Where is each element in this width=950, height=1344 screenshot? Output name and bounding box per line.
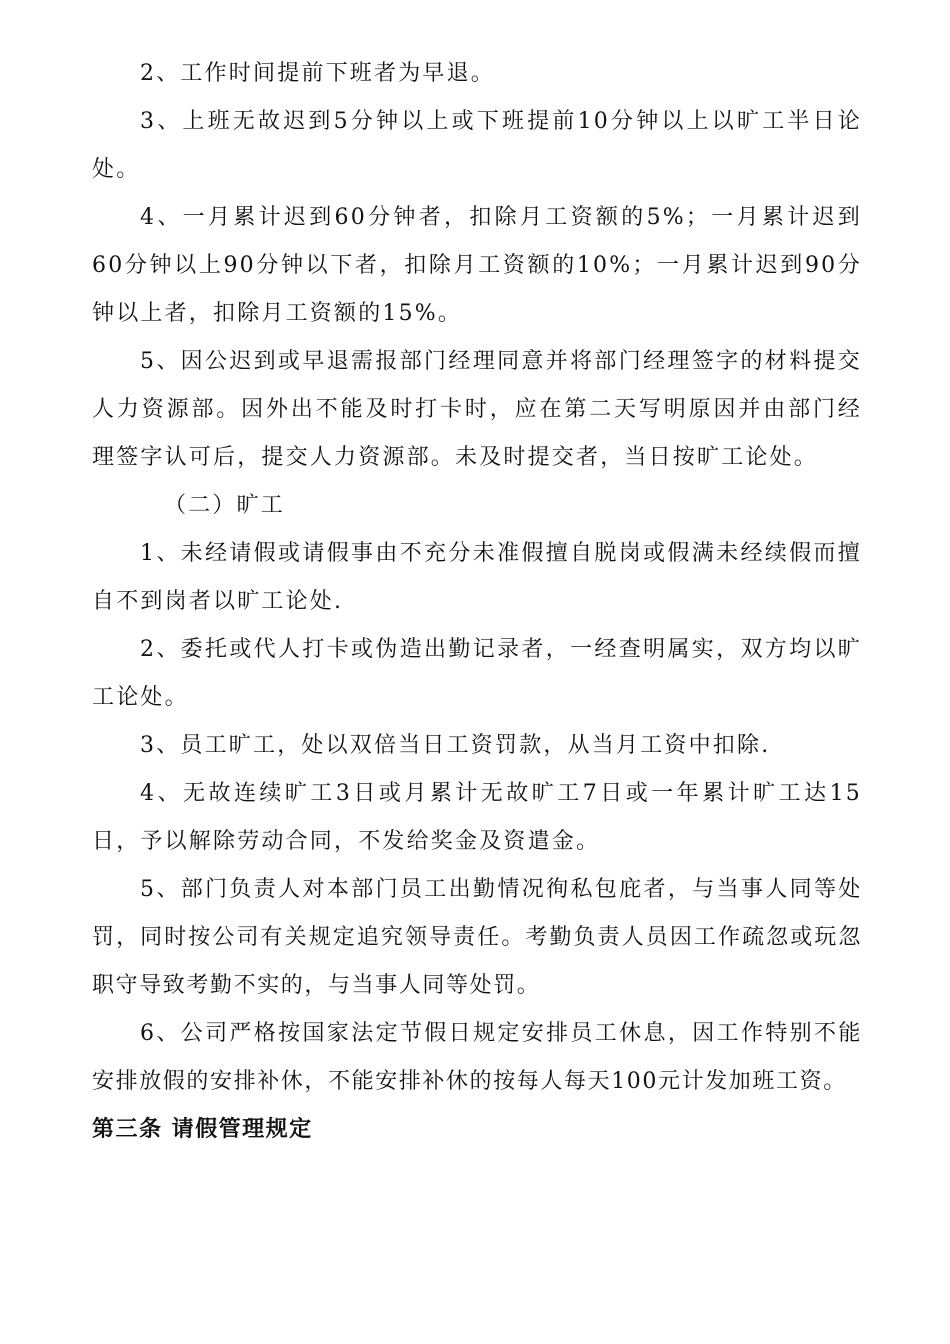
half-day-absence-rule: 3、上班无故迟到5分钟以上或下班提前10分钟以上以旷工半日论处。 [92,109,862,182]
absence-section-heading: （二）旷工 [164,493,286,518]
proxy-clock-in-rule: 2、委托或代人打卡或伪造出勤记录者，一经查明属实，双方均以旷工论处。 [92,637,862,710]
absence-definition-rule: 1、未经请假或请假事由不充分未准假擅自脱岗或假满未经续假而擅自不到岗者以旷工论处. [92,541,862,614]
manager-responsibility-rule: 5、部门负责人对本部门员工出勤情况徇私包庇者，与当事人同等处罚，同时按公司有关规定追究领导责任。考勤负责人员因工作疏忽或玩忽职守导致考勤不实的，与当事人同等处罚。 [92,877,862,998]
document-page [92,50,862,1154]
absence-penalty-rule: 3、员工旷工，处以双倍当日工资罚款，从当月工资中扣除. [140,733,771,758]
business-lateness-rule: 5、因公迟到或早退需报部门经理同意并将部门经理签字的材料提交人力资源部。因外出不能及时打卡时，应在第二天写明原因并由部门经理签字认可后，提交人力资源部。未及时提交者，当日按旷工论处。 [92,349,862,470]
holiday-overtime-rule: 6、公司严格按国家法定节假日规定安排员工休息，因工作特别不能安排放假的安排补休，不能安排补休的按每人每天100元计发加班工资。 [92,1021,862,1094]
monthly-lateness-deduction-rule: 4、一月累计迟到60分钟者，扣除月工资额的5%；一月累计迟到60分钟以上90分钟以下者，扣除月工资额的10%；一月累计迟到90分钟以上者，扣除月工资额的15%。 [92,205,862,326]
early-leave-rule: 2、工作时间提前下班者为早退。 [140,61,495,86]
article-3-heading: 第三条 请假管理规定 [92,1117,313,1142]
contract-termination-rule: 4、无故连续旷工3日或月累计无故旷工7日或一年累计旷工达15日，予以解除劳动合同，不发给奖金及资遣金。 [92,781,862,854]
